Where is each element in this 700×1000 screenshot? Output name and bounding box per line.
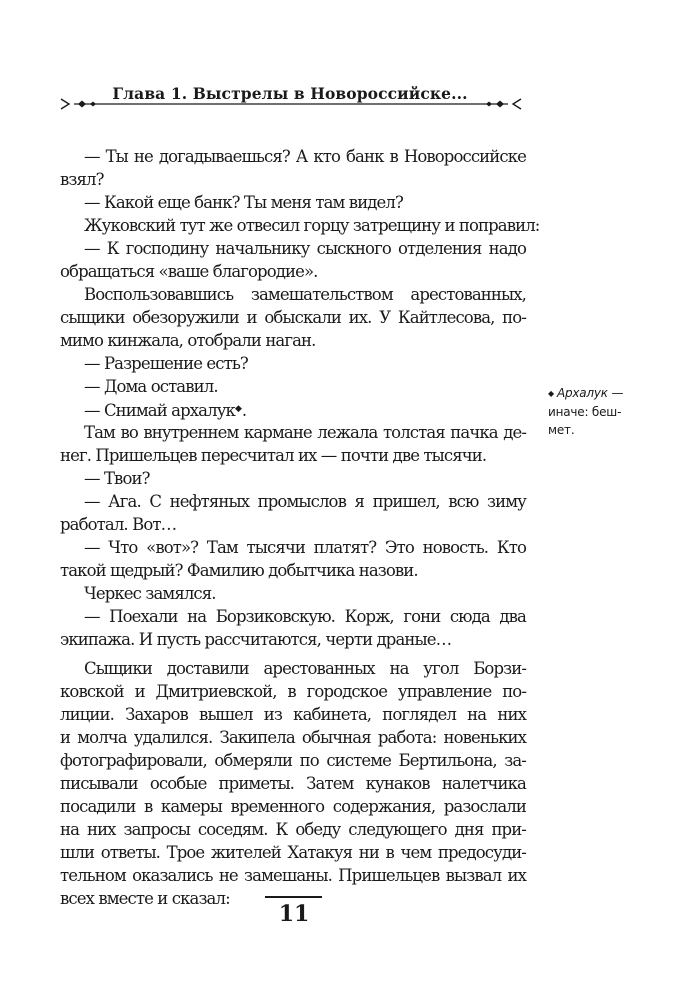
text-line: всех вместе и сказал:: [60, 889, 230, 908]
margin-note-term: Архалук: [556, 386, 608, 400]
text-line: на них запросы соседям. К обеду следующего дня при-: [60, 820, 526, 839]
text-line: — Ага. С нефтяных промыслов я пришел, всю зиму: [84, 492, 526, 511]
text-line: — Ты не догадываешься? А кто банк в Новороссийске: [84, 147, 526, 166]
text-line: посадили в камеры временного содержания, разослали: [60, 797, 526, 816]
text-line: работал. Вот…: [60, 515, 177, 534]
text-line: писывали особые приметы. Затем кунаков налетчика: [60, 774, 526, 793]
text-line-with-note: [60, 398, 526, 421]
text-line: мимо кинжала, отобрали наган.: [60, 331, 316, 350]
text-line: Воспользовавшись замешательством арестованных,: [84, 285, 526, 304]
text-line: Жуковский тут же отвесил горцу затрещину и поправил:: [84, 216, 540, 235]
text-line: — Что «вот»? Там тысячи платят? Это новость. Кто: [84, 538, 526, 557]
text-line: экипажа. И пусть рассчитаются, черти драные…: [60, 630, 452, 649]
ornament-right-chevron: [513, 99, 521, 109]
text-line: Там во внутреннем кармане лежала толстая пачка де-: [84, 423, 526, 442]
text-line: — Разрешение есть?: [84, 354, 248, 373]
text-line: лиции. Захаров вышел из кабинета, поглядел на них: [60, 705, 526, 724]
diamond-bullet-icon: ◆: [548, 389, 554, 398]
text-line: и молча удалился. Закипела обычная работа: новеньких: [60, 728, 526, 747]
margin-note-dash: —: [607, 386, 624, 400]
ornament-right-dot: [486, 102, 492, 107]
margin-note: [548, 384, 648, 439]
text-line: — Дома оставил.: [84, 377, 218, 396]
text-line: Черкес замялся.: [84, 584, 216, 603]
line-period: .: [241, 401, 247, 420]
margin-note-line: иначе: беш-: [548, 405, 622, 419]
margin-note-line: мет.: [548, 423, 575, 437]
page-number: 11: [278, 901, 310, 927]
text-line: — К господину начальнику сыскного отделения надо: [84, 239, 526, 258]
text-line: нег. Пришельцев пересчитал их — почти две тысячи.: [60, 446, 487, 465]
text-line: такой щедрый? Фамилию добытчика назови.: [60, 561, 418, 580]
text-line: фотографировали, обмеряли по системе Бертильона, за-: [60, 751, 526, 770]
text-line: тельном оказались не замешаны. Пришельцев вызвал их: [60, 866, 526, 885]
text-line: ковской и Дмитриевской, в городское управление по-: [60, 682, 526, 701]
text-line: обращаться «ваше благородие».: [60, 262, 318, 281]
footnote-marker-icon: ◆: [234, 404, 242, 414]
text-line: — Какой еще банк? Ты меня там видел?: [84, 193, 403, 212]
text-line-content: — Снимай архалук: [84, 401, 235, 420]
ornament-left-diamond: [78, 101, 86, 108]
running-title: Глава 1. Выстрелы в Новороссийске...: [112, 84, 468, 103]
text-line: шли ответы. Трое жителей Хатакуя ни в чем предосуди-: [60, 843, 526, 862]
page-number-rule: [265, 896, 322, 898]
ornament-left-dot: [90, 102, 96, 107]
text-line: — Твои?: [84, 469, 150, 488]
ornament-right-diamond: [496, 101, 504, 108]
header-ornament-rule: [60, 96, 522, 112]
text-line: взял?: [60, 170, 104, 189]
text-line: сыщики обезоружили и обыскали их. У Кайтлесова, по-: [60, 308, 526, 327]
text-line: Сыщики доставили арестованных на угол Борзи-: [84, 659, 526, 678]
body-text: [60, 145, 540, 910]
text-line: — Поехали на Борзиковскую. Корж, гони сюда два: [84, 607, 526, 626]
ornament-left-chevron: [61, 99, 69, 109]
margin-note-line: [548, 384, 648, 403]
